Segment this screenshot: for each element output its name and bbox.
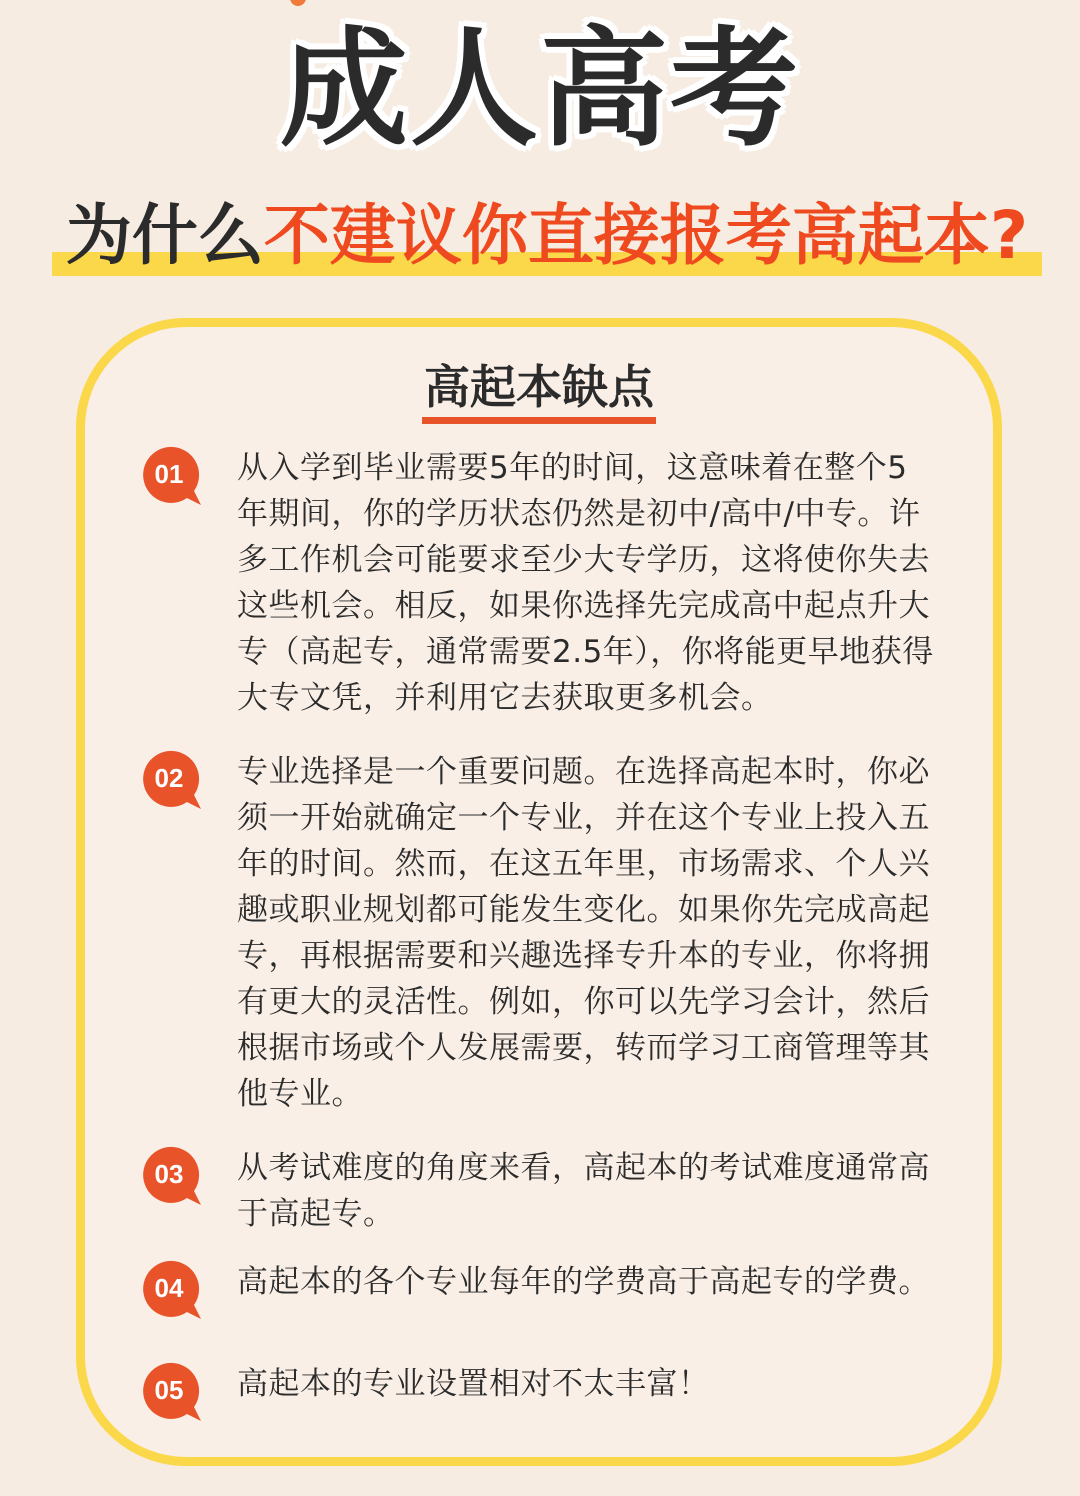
- subtitle-banner: [52, 196, 1042, 284]
- subtitle: [52, 196, 1042, 276]
- subtitle-highlight: 不建议你直接报考高起本?: [263, 197, 1029, 274]
- subtitle-prefix: 为什么: [65, 197, 264, 274]
- disadvantages-card: [76, 318, 1002, 1466]
- item-number: 02: [154, 763, 184, 793]
- item-text: 从考试难度的角度来看，高起本的考试难度通常高于高起专。: [237, 1150, 930, 1232]
- speech-bubble-number-icon: [139, 1145, 199, 1205]
- item-number: 01: [154, 459, 184, 489]
- decorative-dot: [290, 0, 306, 6]
- card-title-wrap: [85, 357, 993, 424]
- item-text: 从入学到毕业需要5年的时间，这意味着在整个5年期间，你的学历状态仍然是初中/高中/中专。许多工作机会可能要求至少大专学历，这将使你失去这些机会。相反，如果你选择先完成高中起点升大专（高起专，通常需要2.5年），你将能更早地获得大专文凭，并利用它去获取更多机会。: [237, 450, 934, 716]
- item-number: 05: [154, 1375, 184, 1405]
- main-title: 成人高考: [279, 15, 800, 164]
- speech-bubble-number-icon: [139, 1259, 199, 1319]
- item-text: 专业选择是一个重要问题。在选择高起本时，你必须一开始就确定一个专业，并在这个专业上投入五年的时间。然而，在这五年里，市场需求、个人兴趣或职业规划都可能发生变化。如果你先完成高起专，再根据需要和兴趣选择专升本的专业，你将拥有更大的灵活性。例如，你可以先学习会计，然后根据市场或个人发展需要，转而学习工商管理等其他专业。: [237, 754, 930, 1112]
- speech-bubble-number-icon: [139, 445, 199, 505]
- item-number: 03: [154, 1159, 184, 1189]
- speech-bubble-number-icon: [139, 1361, 199, 1421]
- item-number: 04: [154, 1273, 184, 1303]
- item-text: 高起本的各个专业每年的学费高于高起专的学费。: [237, 1264, 930, 1300]
- card-title: 高起本缺点: [422, 357, 656, 424]
- speech-bubble-number-icon: [139, 749, 199, 809]
- item-text: 高起本的专业设置相对不太丰富！: [237, 1366, 710, 1402]
